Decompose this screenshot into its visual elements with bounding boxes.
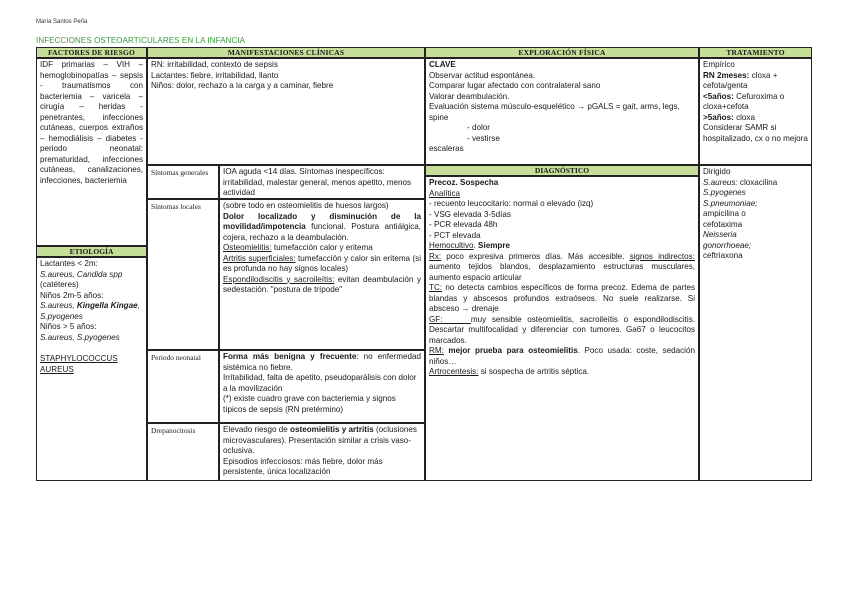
locales-bold: Dolor localizado y disminución de la movilidad/impotencia — [223, 211, 421, 231]
factores-cell — [36, 58, 147, 246]
drepano-a: Elevado riesgo de — [223, 425, 291, 434]
header-factores: FACTORES DE RIESGO — [36, 47, 147, 58]
tratamiento-pneumoniae: S.pneumoniae; — [703, 198, 758, 208]
etiologia-ninos1: Niños 2m-5 años: — [40, 290, 104, 300]
artrocentesis-label: Artrocentesis: — [429, 367, 479, 376]
exploracion-line-1: Observar actitud espontánea. — [429, 70, 536, 80]
manifestaciones-rn: RN: irritabilidad, contexto de sepsis — [151, 60, 278, 69]
etiologia-ninos2: Niños > 5 años: — [40, 322, 97, 331]
tratamiento-dirigido: Dirigido — [703, 167, 731, 176]
etiologia-lactantes: Lactantes < 2m: — [40, 259, 98, 268]
exploracion-vestirse: - vestirse — [467, 133, 500, 143]
gf-text: muy sensible osteomielitis, sacroileítis o espondilodiscitis. Descartar multifocalidad y diferenciar con tumores. Ga67 o leucocitos marcados. — [429, 314, 695, 345]
sintomas-generales-cell — [219, 165, 425, 199]
exploracion-clave: CLAVE — [429, 60, 456, 69]
hemocultivo-label: Hemocultivo — [429, 241, 474, 250]
exploracion-line-3: Valorar deambulación. — [429, 91, 510, 101]
drepano-b: (oclusiones microvasculares). Presentación similar a crisis vaso-oclusiva. — [223, 425, 417, 455]
etiologia-cell — [36, 257, 147, 481]
tratamiento-gonorrhoeae: gonorrhoeae; — [703, 240, 752, 250]
sintomas-generales-text: IOA aguda <14 días. Síntomas inespecíficos: irritabilidad, malestar general, menos apetito, menos actividad — [223, 167, 412, 197]
etiologia-ninos1-bug-c: , S.pyogenes — [40, 301, 140, 321]
rm-text: . Poco usada: coste, sedación niños… — [429, 346, 695, 366]
tratamiento-rn-label: RN 2meses: — [703, 70, 750, 80]
label-periodo-neonatal: Periodo neonatal — [147, 350, 219, 423]
tratamiento-neisseria: Neisseria — [703, 230, 737, 239]
rx-b: aumento tejidos blandos, desplazamiento estructuras musculares, aumento espacio articular — [429, 262, 695, 282]
label-sintomas-generales: Síntomas generales — [147, 165, 219, 199]
exploracion-cell — [425, 58, 699, 165]
etiologia-ninos2-bugs: S.aureus, S.pyogenes — [40, 332, 120, 342]
neonatal-line-1: Irritabilidad, falta de apetito, pseudoparálisis con dolor a la movilización — [223, 373, 417, 393]
etiologia-staph: STAPHYLOCOCCUS AUREUS — [40, 354, 118, 374]
exploracion-escaleras: escaleras — [429, 144, 464, 153]
exploracion-dolor: - dolor — [467, 123, 490, 132]
neonatal-text: : no enfermedad sistémica no fiebre. — [223, 352, 421, 372]
artrocentesis-text: si sospecha de artritis séptica. — [478, 367, 590, 376]
manifestaciones-lactantes: Lactantes: fiebre, irritabilidad, llanto — [151, 70, 279, 80]
tratamiento-ceftriaxona: ceftriaxona — [703, 251, 743, 260]
gf-label: GF: — [429, 314, 471, 324]
tratamiento-cefotaxima: cefotaxima — [703, 219, 743, 229]
diagnostico-lab-1: - recuento leucocitario: normal o elevado (izq) — [429, 199, 594, 208]
diagnostico-analitica: Analítica — [429, 188, 461, 198]
header-etiologia: ETIOLOGÍA — [36, 246, 147, 257]
etiologia-ninos1-bug-a: S.aureus, — [40, 301, 77, 310]
diagnostico-lab-2: - VSG elevada 3-5días — [429, 209, 511, 219]
neonatal-line-2: (*) existe cuadro grave con bacteriemia y signos típicos de sepsis (RN pretérmino) — [223, 394, 396, 414]
label-drepanocitosis: Drepanocitosis — [147, 423, 219, 481]
author-name: María Santos Peña — [36, 19, 88, 25]
locales-after: funcional. Postura antiálgica, cojera, rechazo a la deambulación. — [223, 222, 421, 242]
tratamiento-staph-text: cloxacilina — [737, 177, 778, 187]
rx-signos: signos indirectos: — [629, 251, 695, 261]
diagnostico-lab-4: - PCT elevada — [429, 230, 481, 240]
tratamiento-menor-text: Cefuroxima o cloxa+cefota — [703, 91, 785, 111]
rx-label: Rx: — [429, 251, 442, 261]
drepano-c: Episodios infecciosos: más fiebre, dolor más persistente, única localización — [223, 456, 383, 476]
espondilo-label: Espondilodiscitis y sacroileítis: — [223, 274, 335, 284]
etiologia-lactantes-note: (catéteres) — [40, 280, 79, 289]
header-exploracion: EXPLORACIÓN FÍSICA — [425, 47, 699, 58]
artritis-text: tumefacción y calor sin eritema (si es profunda no hay signos locales) — [223, 253, 421, 273]
drepanocitosis-cell — [219, 423, 425, 481]
etiologia-lactantes-bugs: S.aureus, Candida spp — [40, 269, 123, 279]
osteomielitis-label: Osteomielitis: — [223, 243, 272, 252]
diagnostico-precoz: Precoz. Sospecha — [429, 178, 499, 187]
espondilo-text: evitan deambulación y sedestación. "postura de trípode" — [223, 274, 421, 294]
summary-table — [36, 47, 812, 481]
manifestaciones-intro-cell — [147, 58, 425, 165]
etiologia-kingella: Kingella Kingae — [76, 301, 138, 310]
diagnostico-lab-3: - PCR elevada 48h — [429, 220, 498, 229]
tratamiento-menor-label: <5años: — [703, 91, 734, 101]
diagnostico-cell: Precoz. Sospecha Analítica - recuento leucocitario: normal o elevado (izq) - VSG elevada 3-5días - PCR elevada 48h - PCT elevada Hemocultivo. Siempre Rx: poco expresiva primeros días. Más accesible. signos indirectos: aumento tejidos blandos, desplazamiento estructuras musculares, aumento espacio articular TC: no detecta cambios específicos de forma precoz. Edema de partes blandas y abscesos profundos extraóseos. No suele realizarse. Si absceso → drenaje GF: muy sensible osteomielitis, sacroileítis o espondilodiscitis. Descartar multifocalidad y diferenciar con tumores. Ga67 o leucocitos marcados. RM: mejor prueba para osteomielitis. Poco usada: coste, sedación niños… Artrocentesis: si sospecha de artritis séptica. — [425, 176, 699, 481]
tratamiento-samr: Considerar SAMR si hospitalizado, cx o no mejora — [703, 123, 808, 143]
tratamiento-pyogenes: S.pyogenes — [703, 188, 746, 197]
document-title: INFECCIONES OSTEOARTICULARES EN LA INFANCIA — [36, 36, 246, 45]
rx-a: poco expresiva primeros días. Más accesible. — [441, 251, 630, 261]
sintomas-locales-cell — [219, 199, 425, 350]
label-sintomas-locales: Síntomas locales — [147, 199, 219, 350]
tratamiento-staph-name: S.aureus: — [703, 177, 738, 187]
manifestaciones-ninos: Niños: dolor, rechazo a la carga y a caminar, fiebre — [151, 81, 334, 90]
exploracion-line-4: Evaluación sistema músculo-esquelético → pGALS = gait, arms, legs, spine — [429, 102, 680, 122]
factores-text: IDF primarias – VIH – hemoglobinopatías – sepsis - traumatismos con bacteriemia – varicela – cirugía – heridas - penetrantes, infecciones cutáneas, cuerpos extraños – hemodiálisis – diabetes - periodo neonatal: prematuridad, infecciones cutáneas, canalizaciones, infecciones, bacteriemia — [40, 60, 143, 185]
drepano-bold: osteomielitis y artritis — [290, 425, 374, 434]
header-diagnostico: DIAGNÓSTICO — [425, 165, 699, 176]
tratamiento-ampicilina: ampicilina o — [703, 209, 746, 218]
rm-bold: mejor prueba para osteomielitis — [443, 346, 578, 355]
tc-text: no detecta cambios específicos de forma precoz. Edema de partes blandas y abscesos profundos extraóseos. No suele realizarse. Si absceso → drenaje — [429, 283, 695, 313]
osteomielitis-text: tumefacción calor y eritema — [271, 243, 373, 252]
neonatal-bold: Forma más benigna y frecuente — [223, 352, 357, 361]
tratamiento-rn-text: cloxa + cefota/genta — [703, 70, 778, 90]
tratamiento-empirico-cell — [699, 58, 812, 165]
tc-label: TC: — [429, 283, 443, 292]
locales-intro: (sobre todo en osteomielitis de huesos largos) — [223, 201, 389, 210]
tratamiento-mayor-text: cloxa — [733, 112, 755, 122]
rm-label: RM: — [429, 346, 444, 355]
header-manifestaciones: MANIFESTACIONES CLÍNICAS — [147, 47, 425, 58]
tratamiento-mayor-label: >5años: — [703, 112, 734, 122]
exploracion-line-2: Comparar lugar afectado con contralateral sano — [429, 81, 601, 90]
tratamiento-dirigido-cell — [699, 165, 812, 481]
artritis-label: Artritis superficiales: — [223, 253, 296, 263]
hemocultivo-bold: Siempre — [478, 241, 510, 250]
header-tratamiento: TRATAMIENTO — [699, 47, 812, 58]
periodo-neonatal-cell — [219, 350, 425, 423]
tratamiento-empirico: Empírico — [703, 60, 735, 69]
